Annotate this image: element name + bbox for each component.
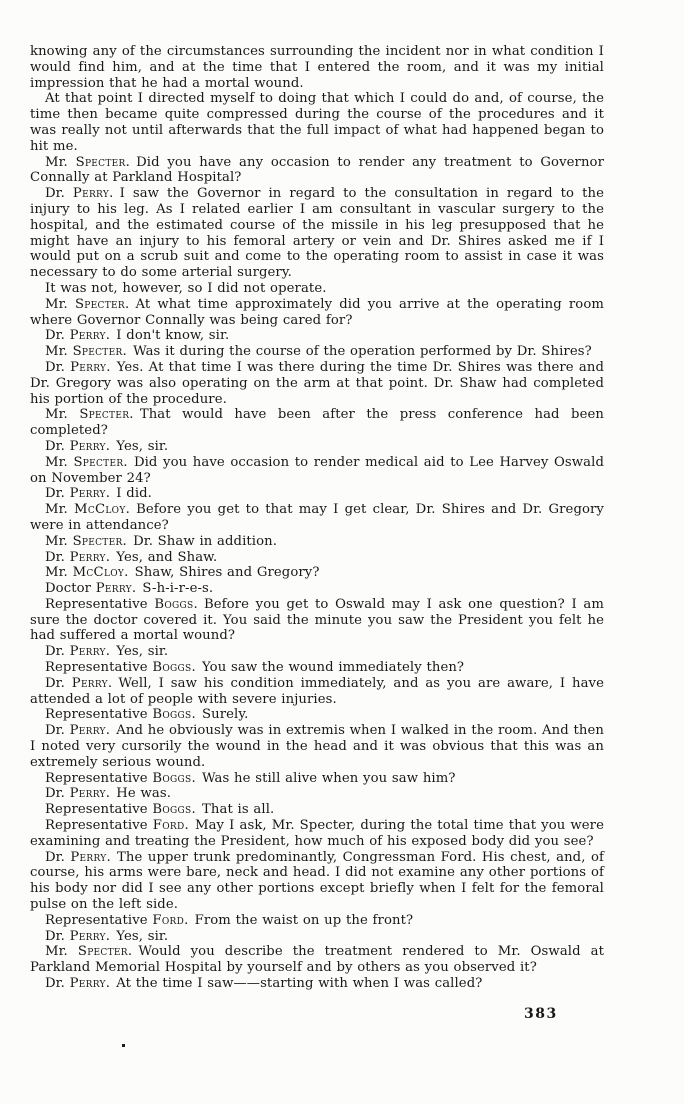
speaker-prefix: Dr. xyxy=(45,438,65,454)
speaker-prefix: Dr. xyxy=(45,359,65,375)
paragraph-text: Was he still alive when you saw him? xyxy=(202,770,456,786)
speaker xyxy=(45,802,196,817)
transcript-paragraph xyxy=(30,723,604,770)
speaker-prefix: Mr. xyxy=(45,407,68,423)
transcript-paragraph xyxy=(30,644,604,660)
speaker-name: Boggs. xyxy=(152,660,196,676)
paragraph-text: Before you get to that may I get clear, Dr. Shires and Dr. Gregory were in attendance? xyxy=(30,502,604,533)
paragraph-text: I did. xyxy=(116,486,152,502)
page-number: 383 xyxy=(524,1006,558,1022)
speaker xyxy=(45,818,189,833)
speaker-name: Boggs. xyxy=(152,707,196,723)
speaker-name: Boggs. xyxy=(152,802,196,818)
transcript-paragraph xyxy=(30,407,604,439)
speaker xyxy=(45,486,110,501)
speaker-name: Perry. xyxy=(69,328,111,344)
speaker-prefix: Representative xyxy=(45,770,148,786)
paragraph-text: I saw the Governor in regard to the consultation in regard to the injury to his leg. As I related earlier I am consultant in vascular surgery to the hospital, and the estimated course of the missile in his leg presupposed that he might have an injury to his femoral artery or vein and Dr. Shires asked me if I would put on a scrub suit and come to the operating room to assist in case it was necessary to do some arterial surgery. xyxy=(30,186,604,281)
transcript-paragraph xyxy=(30,676,604,708)
speaker-prefix: Dr. xyxy=(45,328,65,344)
speaker-name: Perry. xyxy=(69,976,111,992)
paragraph-text: Did you have any occasion to render any treatment to Governor Connally at Parkland Hospital? xyxy=(30,154,604,186)
speaker-prefix: Dr. xyxy=(45,976,65,992)
paragraph-text: At what time approximately did you arrive at the operating room where Governor Connally was being cared for? xyxy=(30,296,604,328)
paragraph-text: You saw the wound immediately then? xyxy=(202,660,465,676)
speaker xyxy=(45,344,127,359)
speaker-name: Specter. xyxy=(72,533,128,549)
transcript-paragraph xyxy=(30,297,604,329)
speaker-name: Ford. xyxy=(152,912,189,928)
transcript-paragraph xyxy=(30,802,604,818)
paragraph-text: The upper trunk predominantly, Congressman Ford. His chest, and, of course, his arms were bare, neck and head. I did not examine any other portions of his body nor did I see any other portions except briefly when I felt for the femoral pulse on the left side. xyxy=(30,849,604,913)
speaker-prefix: Dr. xyxy=(45,675,65,691)
speaker-name: Perry. xyxy=(72,186,114,202)
speaker xyxy=(45,913,189,928)
speaker-prefix: Mr. xyxy=(45,533,68,549)
speaker-prefix: Mr. xyxy=(45,296,68,312)
speaker-prefix: Dr. xyxy=(45,723,65,739)
transcript-paragraph xyxy=(30,771,604,787)
speaker-name: Perry. xyxy=(69,486,111,502)
speaker-name: Perry. xyxy=(70,849,112,865)
paragraph-text: Would you describe the treatment rendered to Mr. Oswald at Parkland Memorial Hospital by yourself and by others as you observed it? xyxy=(30,944,604,976)
speaker-name: Specter. xyxy=(79,407,134,423)
speaker-name: Perry. xyxy=(69,438,111,454)
speaker xyxy=(45,328,110,343)
transcript-paragraph xyxy=(30,581,604,597)
speaker-name: Perry. xyxy=(69,786,111,802)
paragraph-text: And he obviously was in extremis when I walked in the room. And then I noted very cursorily the wound in the head and it was obvious that this was an extremely serious wound. xyxy=(30,723,604,770)
speaker xyxy=(45,439,110,454)
transcript-paragraph xyxy=(30,502,604,534)
speaker-name: Perry. xyxy=(71,675,113,691)
transcript-paragraph xyxy=(30,186,604,281)
speaker-prefix: Dr. xyxy=(45,186,65,202)
transcript-paragraph xyxy=(30,786,604,802)
speaker xyxy=(45,660,196,675)
transcript-paragraph xyxy=(30,929,604,945)
speaker xyxy=(45,644,110,659)
paragraph-text: Yes, sir. xyxy=(116,438,169,454)
transcript-paragraph xyxy=(30,850,604,913)
paragraph-text: Yes, and Shaw. xyxy=(116,549,218,565)
speaker-name: Specter. xyxy=(74,296,130,312)
paragraph-text: Well, I saw his condition immediately, and as you are aware, I have attended a lot of people with severe injuries. xyxy=(30,675,604,707)
speaker xyxy=(45,976,110,991)
paragraph-text: He was. xyxy=(116,786,171,802)
paragraph-text: Before you get to Oswald may I ask one question? I am sure the doctor covered it. You said the minute you saw the President you felt he had suffered a mortal wound? xyxy=(30,596,604,644)
speaker-prefix: Representative xyxy=(45,596,148,612)
paragraph-text: At that point I directed myself to doing that which I could do and, of course, the time then became quite compressed during the course of the procedures and it was really not until afterwards that the full impact of what had happened began to hit me. xyxy=(30,91,604,154)
speaker-prefix: Dr. xyxy=(45,849,65,865)
transcript-paragraph xyxy=(30,707,604,723)
paragraph-text: That would have been after the press conference had been completed? xyxy=(30,407,604,439)
transcript-paragraph xyxy=(30,455,604,487)
paragraph-text: S-h-i-r-e-s. xyxy=(142,581,214,597)
speaker xyxy=(45,707,196,722)
speaker xyxy=(45,186,114,201)
speaker-prefix: Dr. xyxy=(45,786,65,802)
speaker-name: Perry. xyxy=(69,549,111,565)
speaker-prefix: Representative xyxy=(45,660,148,676)
transcript-paragraph xyxy=(30,344,604,360)
transcript-paragraph xyxy=(30,818,604,850)
speaker-prefix: Mr. xyxy=(45,502,68,518)
paragraph-text: Was it during the course of the operation performed by Dr. Shires? xyxy=(133,344,592,360)
transcript-paragraph xyxy=(30,550,604,566)
scan-artifact xyxy=(122,1044,125,1047)
speaker xyxy=(45,455,128,470)
transcript-paragraph xyxy=(30,328,604,344)
speaker-prefix: Dr. xyxy=(45,486,65,502)
paragraph-text: Dr. Shaw in addition. xyxy=(133,533,278,549)
speaker xyxy=(45,929,110,944)
paragraph-text: Shaw, Shires and Gregory? xyxy=(134,565,320,581)
speaker-prefix: Representative xyxy=(45,707,148,723)
paragraph-text: That is all. xyxy=(202,802,275,818)
transcript-paragraph xyxy=(30,439,604,455)
speaker-name: Specter. xyxy=(77,944,133,960)
transcript-paragraph xyxy=(30,597,604,644)
speaker-name: Ford. xyxy=(152,818,189,834)
speaker xyxy=(45,850,111,865)
speaker-prefix: Mr. xyxy=(45,154,68,170)
speaker-prefix: Representative xyxy=(45,912,148,928)
speaker-name: Perry. xyxy=(69,723,111,739)
speaker xyxy=(45,771,196,786)
transcript-paragraph xyxy=(30,281,604,297)
transcript-paragraph xyxy=(30,155,604,187)
paragraph-text: From the waist on up the front? xyxy=(194,912,414,928)
speaker-prefix: Dr. xyxy=(45,928,65,944)
speaker-name: McCloy. xyxy=(74,502,131,518)
speaker xyxy=(45,407,134,422)
transcript-paragraph xyxy=(30,360,604,407)
speaker xyxy=(45,155,130,170)
transcript-paragraph xyxy=(30,534,604,550)
speaker xyxy=(45,565,129,580)
speaker xyxy=(45,550,110,565)
transcript-paragraph xyxy=(30,660,604,676)
transcript-paragraph xyxy=(30,91,604,154)
speaker xyxy=(45,502,130,517)
paragraph-text: knowing any of the circumstances surrounding the incident nor in what condition I would find him, and at the time that I entered the room, and it was my initial impression that he had a mortal wound. xyxy=(30,44,604,91)
transcript-paragraph xyxy=(30,944,604,976)
speaker-name: Specter. xyxy=(75,154,131,170)
transcript-paragraph xyxy=(30,976,604,992)
speaker-name: Perry. xyxy=(70,359,111,375)
speaker-prefix: Mr. xyxy=(45,454,68,470)
speaker-prefix: Mr. xyxy=(45,565,68,581)
speaker-prefix: Mr. xyxy=(45,944,68,960)
transcript-paragraph xyxy=(30,486,604,502)
speaker-prefix: Mr. xyxy=(45,344,68,360)
speaker-prefix: Representative xyxy=(45,802,148,818)
speaker xyxy=(45,944,132,959)
paragraph-text: Yes, sir. xyxy=(116,928,169,944)
speaker-prefix: Doctor xyxy=(45,581,92,597)
speaker-name: McCloy. xyxy=(72,565,129,581)
transcript-paragraph xyxy=(30,565,604,581)
speaker xyxy=(45,297,129,312)
paragraph-text: Did you have occasion to render medical aid to Lee Harvey Oswald on November 24? xyxy=(30,454,604,486)
speaker xyxy=(45,534,127,549)
speaker xyxy=(45,360,111,375)
speaker-prefix: Dr. xyxy=(45,549,65,565)
speaker-name: Specter. xyxy=(73,454,128,470)
paragraph-text: It was not, however, so I did not operate. xyxy=(45,280,327,296)
speaker-name: Perry. xyxy=(69,644,111,660)
paragraph-text: I don't know, sir. xyxy=(116,328,230,344)
speaker-name: Specter. xyxy=(72,344,128,360)
speaker-prefix: Representative xyxy=(45,818,148,834)
speaker xyxy=(45,581,136,596)
paragraph-text: Yes. At that time I was there during the time Dr. Shires was there and Dr. Gregory was also operating on the arm at that point. Dr. Shaw had completed his portion of the procedure. xyxy=(30,359,604,407)
paragraph-text: At the time I saw——starting with when I was called? xyxy=(116,976,483,992)
transcript-paragraph xyxy=(30,44,604,91)
speaker xyxy=(45,597,198,612)
speaker-name: Boggs. xyxy=(152,770,196,786)
speaker-name: Perry. xyxy=(69,928,111,944)
paragraph-text: Yes, sir. xyxy=(116,644,169,660)
transcript-paragraph xyxy=(30,913,604,929)
speaker-prefix: Dr. xyxy=(45,644,65,660)
paragraph-text: May I ask, Mr. Specter, during the total time that you were examining and treating the President, how much of his exposed body did you see? xyxy=(30,818,604,849)
speaker-name: Perry. xyxy=(95,581,137,597)
speaker-name: Boggs. xyxy=(154,596,198,612)
paragraph-text: Surely. xyxy=(202,707,249,723)
speaker xyxy=(45,723,110,738)
transcript-text xyxy=(30,44,604,992)
speaker xyxy=(45,786,110,801)
speaker xyxy=(45,676,112,691)
